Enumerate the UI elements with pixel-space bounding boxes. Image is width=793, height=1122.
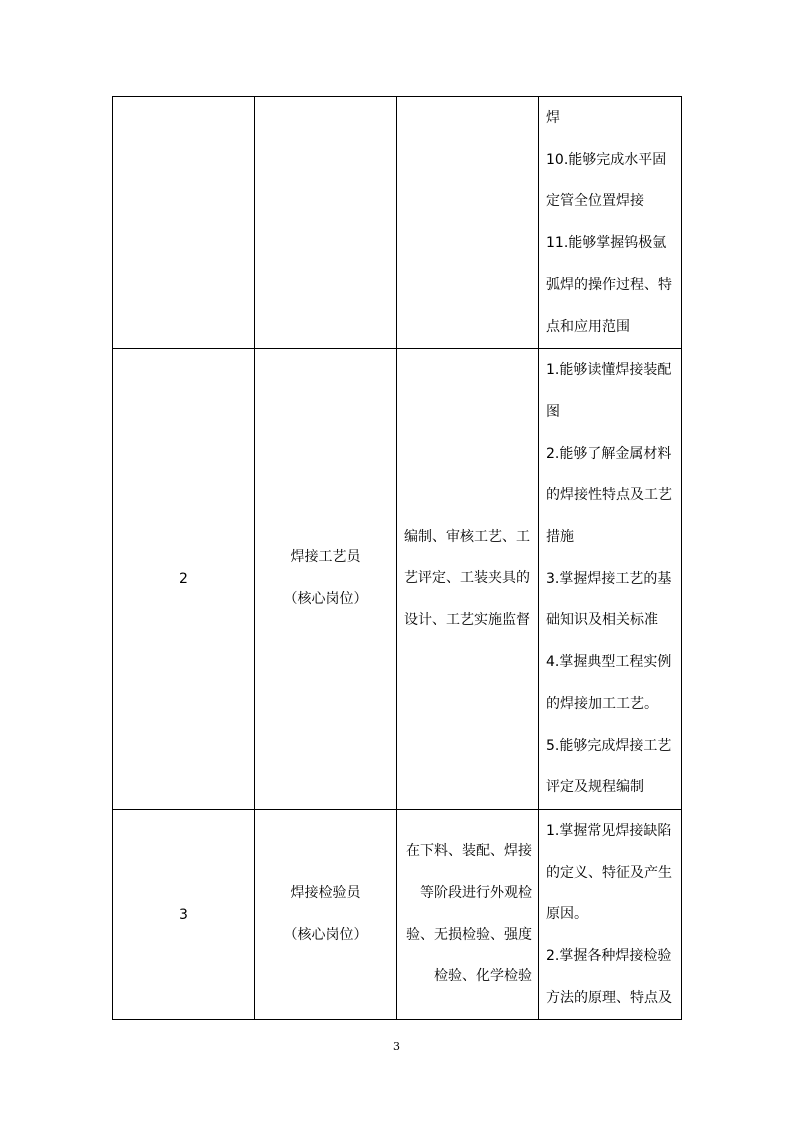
duties-cell: [397, 349, 539, 810]
job-requirements-table: [112, 96, 682, 1020]
requirement-line: 3.掌握焊接工艺的基: [546, 570, 672, 587]
requirement-line: 图: [546, 403, 560, 420]
page-number: 3: [393, 1040, 400, 1053]
position-name: 焊接工艺员: [290, 549, 361, 566]
position-cell: [255, 97, 397, 349]
row-number-cell: [113, 97, 255, 349]
requirement-line: 的定义、特征及产生: [546, 864, 672, 881]
position-tag: （核心岗位）: [283, 591, 368, 608]
requirement-line: 2.掌握各种焊接检验: [546, 948, 672, 965]
requirement-line: 的焊接加工工艺。: [546, 695, 658, 712]
duties-cell: [397, 809, 539, 1020]
position-cell: [255, 349, 397, 810]
row-number: 2: [179, 571, 188, 588]
requirement-line: 11.能够掌握钨极氩: [546, 235, 667, 252]
position-cell: [255, 809, 397, 1020]
duty-line: 编制、审核工艺、工: [404, 528, 530, 545]
requirement-line: 的焊接性特点及工艺: [546, 487, 672, 504]
requirement-line: 2.能够了解金属材料: [546, 445, 672, 462]
duties-cell: [397, 97, 539, 349]
requirement-line: 5.能够完成焊接工艺: [546, 737, 672, 754]
row-number: 3: [179, 906, 188, 923]
requirements-cell: [539, 97, 682, 349]
requirement-line: 焊: [546, 110, 560, 126]
requirement-line: 方法的原理、特点及: [546, 989, 672, 1006]
table-row: [113, 349, 682, 810]
requirement-line: 弧焊的操作过程、特: [546, 276, 672, 293]
table-row: [113, 809, 682, 1020]
requirement-line: 础知识及相关标准: [546, 612, 658, 629]
requirements-cell: [539, 349, 682, 810]
requirements-cell: [539, 809, 682, 1020]
duty-line: 在下料、装配、焊接: [406, 843, 532, 860]
duty-line: 设计、工艺实施监督: [404, 611, 530, 628]
position-tag: （核心岗位）: [283, 926, 368, 943]
requirement-line: 原因。: [546, 906, 588, 923]
row-number-cell: [113, 809, 255, 1020]
requirement-line: 1.能够读懂焊接装配: [546, 362, 672, 379]
requirement-line: 点和应用范围: [546, 318, 630, 335]
requirement-line: 定管全位置焊接: [546, 193, 644, 210]
requirement-line: 10.能够完成水平固: [546, 151, 667, 168]
duty-line: 验、无损检验、强度: [406, 926, 532, 943]
duty-line: 检验、化学检验: [434, 968, 532, 985]
table-row: [113, 97, 682, 349]
requirement-line: 措施: [546, 529, 574, 546]
requirement-line: 评定及规程编制: [546, 779, 644, 796]
requirement-line: 1.掌握常见焊接缺陷: [546, 822, 672, 839]
duty-line: 等阶段进行外观检: [420, 885, 532, 901]
position-name: 焊接检验员: [290, 885, 361, 901]
duty-line: 艺评定、工装夹具的: [404, 570, 530, 587]
requirement-line: 4.掌握典型工程实例: [546, 654, 672, 671]
row-number-cell: [113, 349, 255, 810]
